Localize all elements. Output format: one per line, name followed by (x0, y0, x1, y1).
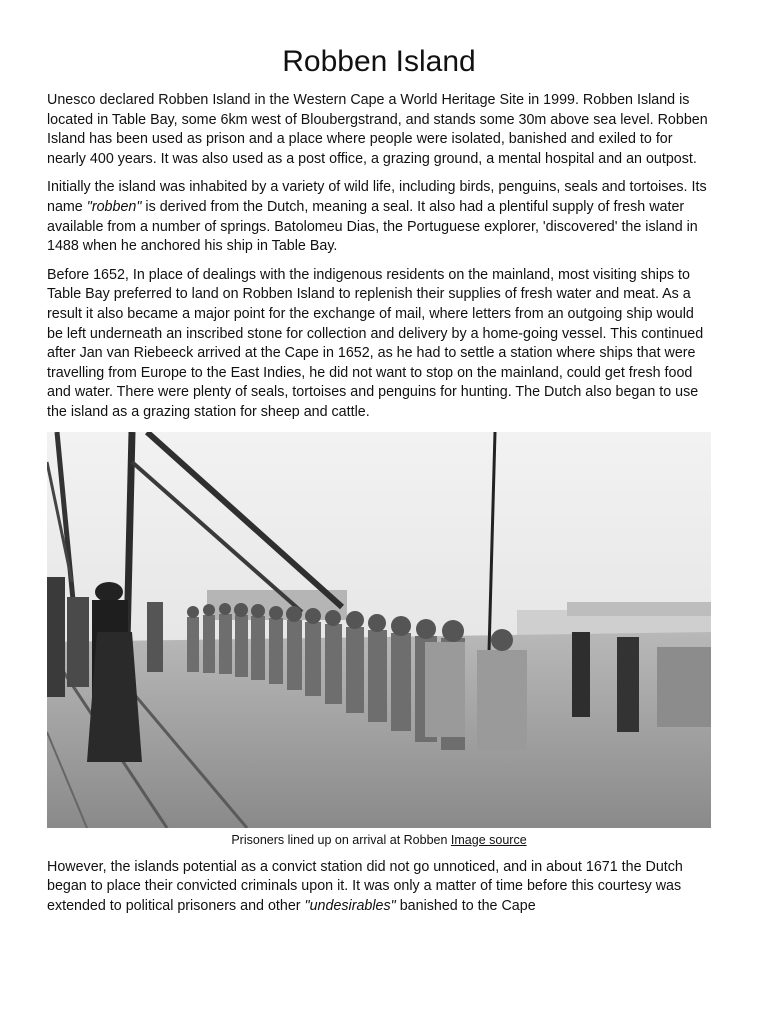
paragraph-before-1652: Before 1652, In place of dealings with the indigenous residents on the mainland, most visiting ships to Table Bay preferred to land on Robben Island to replenish their supplies of fresh water and meat. As a result it also became a major point for the exchange of mail, where letters from an outgoing ship would be left underneath an inscribed stone for collection and delivery by a home-going vessel. This continued after Jan van Riebeeck arrived at the Cape in 1652, as he had to settle a station where ships that were travelling from Europe to the East Indies, he did not want to stop on the mainland, could get fresh food and water. There were plenty of seals, tortoises and penguins for hunting. The Dutch also began to use the island as a grazing station for sheep and cattle. (47, 266, 704, 420)
paragraph-convict-text-a: However, the islands potential as a convict station did not go unnoticed, and in about 1671 the Dutch began to place their convicted criminals upon it. It was only a matter of time before this courtesy was extended to political prisoners and other (47, 858, 683, 914)
paragraph-wildlife-text-a: Initially the island was inhabited by a variety of wild life, including birds, penguins, seals and tortoises. Its name (47, 179, 707, 215)
paragraph-wildlife-text-b: is derived from the Dutch, meaning a seal. It also had a plentiful supply of fresh water available from a number of springs. Batolomeu Dias, the Portuguese explorer, 'discovered' the island in 1488 when he anchored his ship in Table Bay. (47, 198, 698, 255)
paragraph-convict-text-b: banished to the Cape (395, 897, 536, 914)
undesirables-emphasis: "undesirables" (304, 897, 396, 914)
prisoners-photo (47, 432, 711, 828)
photo-caption (47, 832, 711, 848)
figure (47, 432, 711, 848)
robben-emphasis: "robben" (86, 198, 142, 215)
paragraph-convict-station (47, 858, 711, 917)
paragraph-wildlife (47, 178, 711, 256)
document-page (47, 42, 711, 925)
paragraph-intro: Unesco declared Robben Island in the Western Cape a World Heritage Site in 1999. Robben Island is located in Table Bay, some 6km west of Bloubergstrand, and stands some 30m above sea level. Robben Island has been used as prison and a place where people were isolated, banished and exiled to for nearly 400 years. It was also used as a post office, a grazing ground, a mental hospital and an outpost. (47, 92, 708, 167)
caption-text: Prisoners lined up on arrival at Robben (231, 832, 451, 847)
page-title: Robben Island (282, 45, 476, 78)
image-source-link[interactable]: Image source (450, 832, 527, 847)
